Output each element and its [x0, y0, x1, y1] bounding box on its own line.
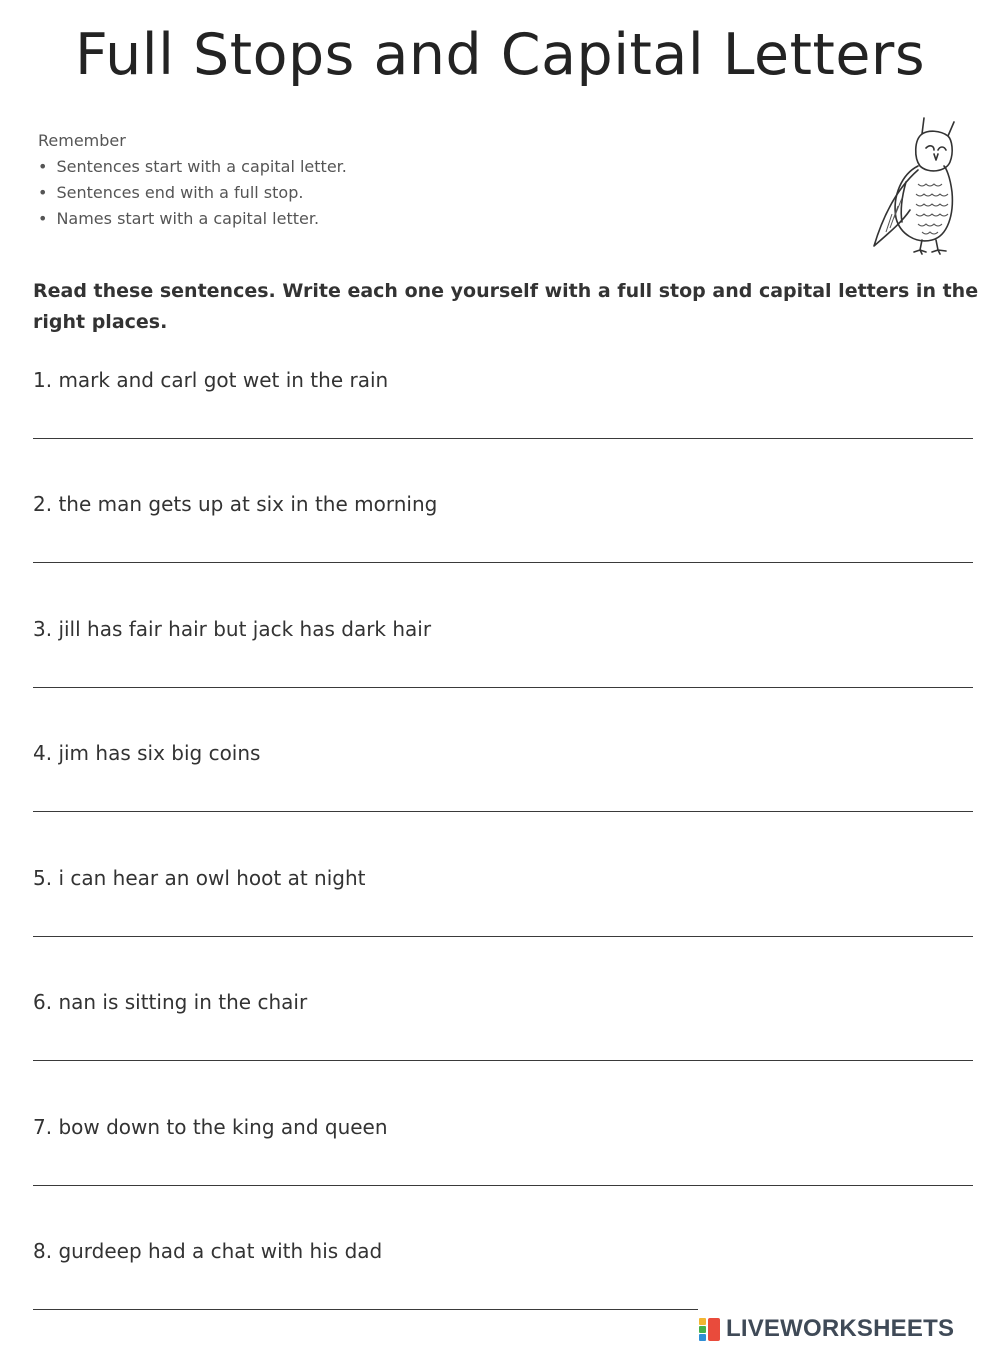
question-sentence: 2. the man gets up at six in the morning: [33, 492, 438, 516]
rules-list: [38, 154, 347, 232]
logo-text: LIVEWORKSHEETS: [726, 1315, 955, 1342]
question-sentence: 4. jim has six big coins: [33, 741, 261, 765]
question-sentence: 6. nan is sitting in the chair: [33, 990, 308, 1014]
remember-heading: Remember: [38, 131, 126, 150]
question-sentence: 8. gurdeep had a chat with his dad: [33, 1239, 383, 1263]
question-sentence: 1. mark and carl got wet in the rain: [33, 368, 389, 392]
rule-item: • Names start with a capital letter.: [38, 206, 347, 232]
answer-line[interactable]: [33, 1185, 973, 1186]
answer-line[interactable]: [33, 1060, 973, 1061]
rule-item: • Sentences end with a full stop.: [38, 180, 347, 206]
instruction-text: Read these sentences. Write each one yourself with a full stop and capital letters in the right places.: [33, 280, 979, 333]
liveworksheets-logo: [698, 1312, 954, 1346]
answer-line[interactable]: [33, 936, 973, 937]
question-sentence: 7. bow down to the king and queen: [33, 1115, 388, 1139]
worksheet-icon: [698, 1316, 722, 1342]
page-title: Full Stops and Capital Letters: [74, 22, 926, 88]
question-sentence: 5. i can hear an owl hoot at night: [33, 866, 366, 890]
owl-illustration: [862, 110, 962, 260]
answer-line[interactable]: [33, 1309, 698, 1310]
answer-line[interactable]: [33, 438, 973, 439]
question-sentence: 3. jill has fair hair but jack has dark hair: [33, 617, 432, 641]
answer-line[interactable]: [33, 687, 973, 688]
answer-line[interactable]: [33, 562, 973, 563]
rule-item: • Sentences start with a capital letter.: [38, 154, 347, 180]
remember-box: [38, 128, 347, 232]
answer-line[interactable]: [33, 811, 973, 812]
